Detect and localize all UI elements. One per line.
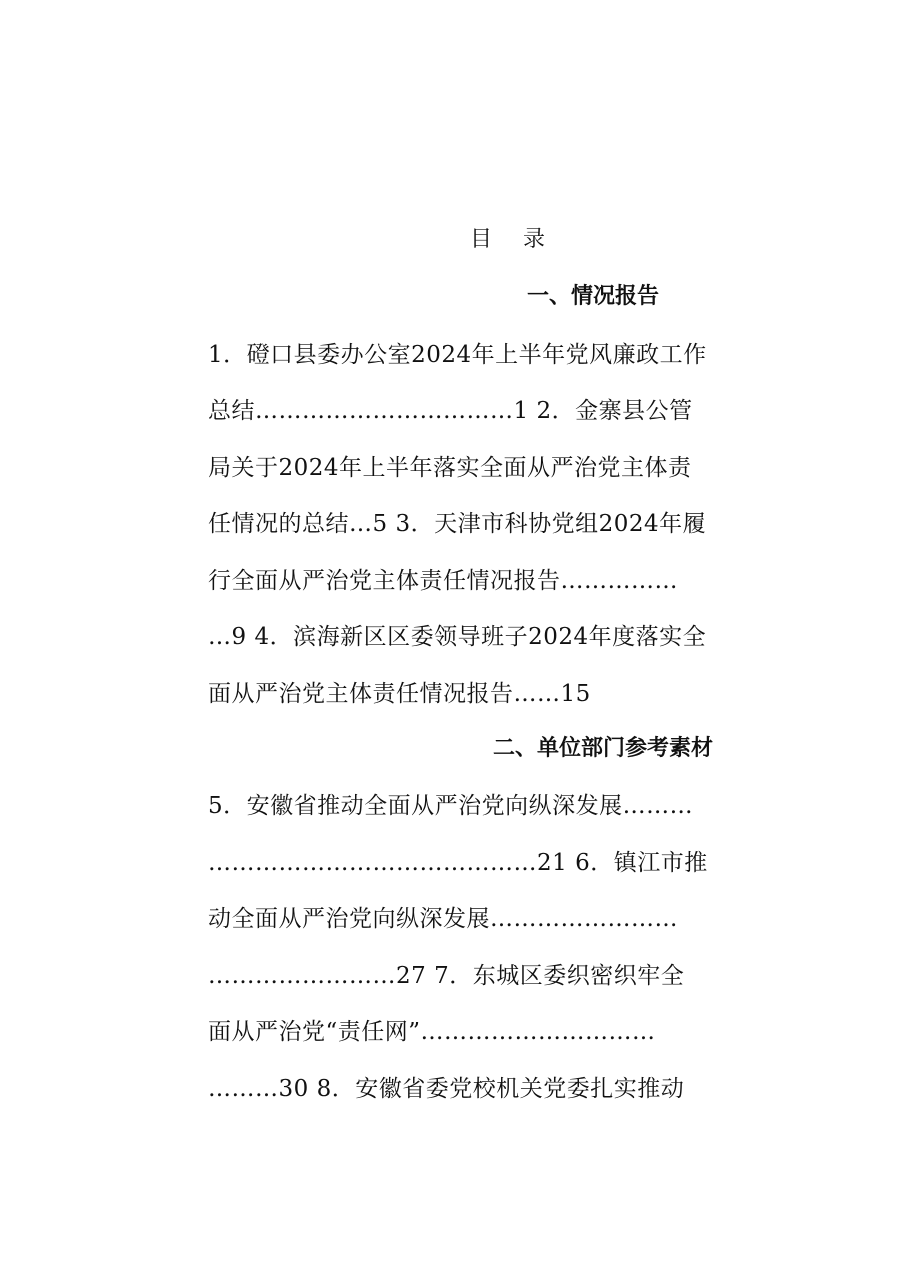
toc-line: 面从严治党主体责任情况报告……15 — [208, 681, 591, 707]
toc-line: 总结……………………………1 2．金寨县公管 — [208, 398, 693, 424]
toc-line: ………30 8．安徽省委党校机关党委扎实推动 — [208, 1076, 685, 1102]
toc-line: 任情况的总结…5 3．天津市科协党组2024年履 — [208, 511, 707, 537]
section-heading-reports: 一、情况报告 — [526, 284, 659, 309]
toc-line: ……………………27 7．东城区委织密织牢全 — [208, 963, 685, 989]
toc-line: ……………………………………21 6．镇江市推 — [208, 850, 708, 876]
section-heading-references: 二、单位部门参考素材 — [492, 736, 713, 761]
toc-line: 动全面从严治党向纵深发展…………………… — [208, 906, 678, 932]
toc-line: 1．磴口县委办公室2024年上半年党风廉政工作 — [208, 342, 707, 368]
toc-line: 局关于2024年上半年落实全面从严治党主体责 — [208, 455, 692, 481]
toc-line: 行全面从严治党主体责任情况报告…………… — [208, 568, 678, 594]
toc-line: …9 4．滨海新区区委领导班子2024年度落实全 — [208, 624, 707, 650]
toc-line: 5．安徽省推动全面从严治党向纵深发展……… — [208, 793, 694, 819]
toc-line: 面从严治党“责任网”………………………… — [208, 1019, 656, 1045]
toc-title: 目 录 — [470, 227, 557, 252]
